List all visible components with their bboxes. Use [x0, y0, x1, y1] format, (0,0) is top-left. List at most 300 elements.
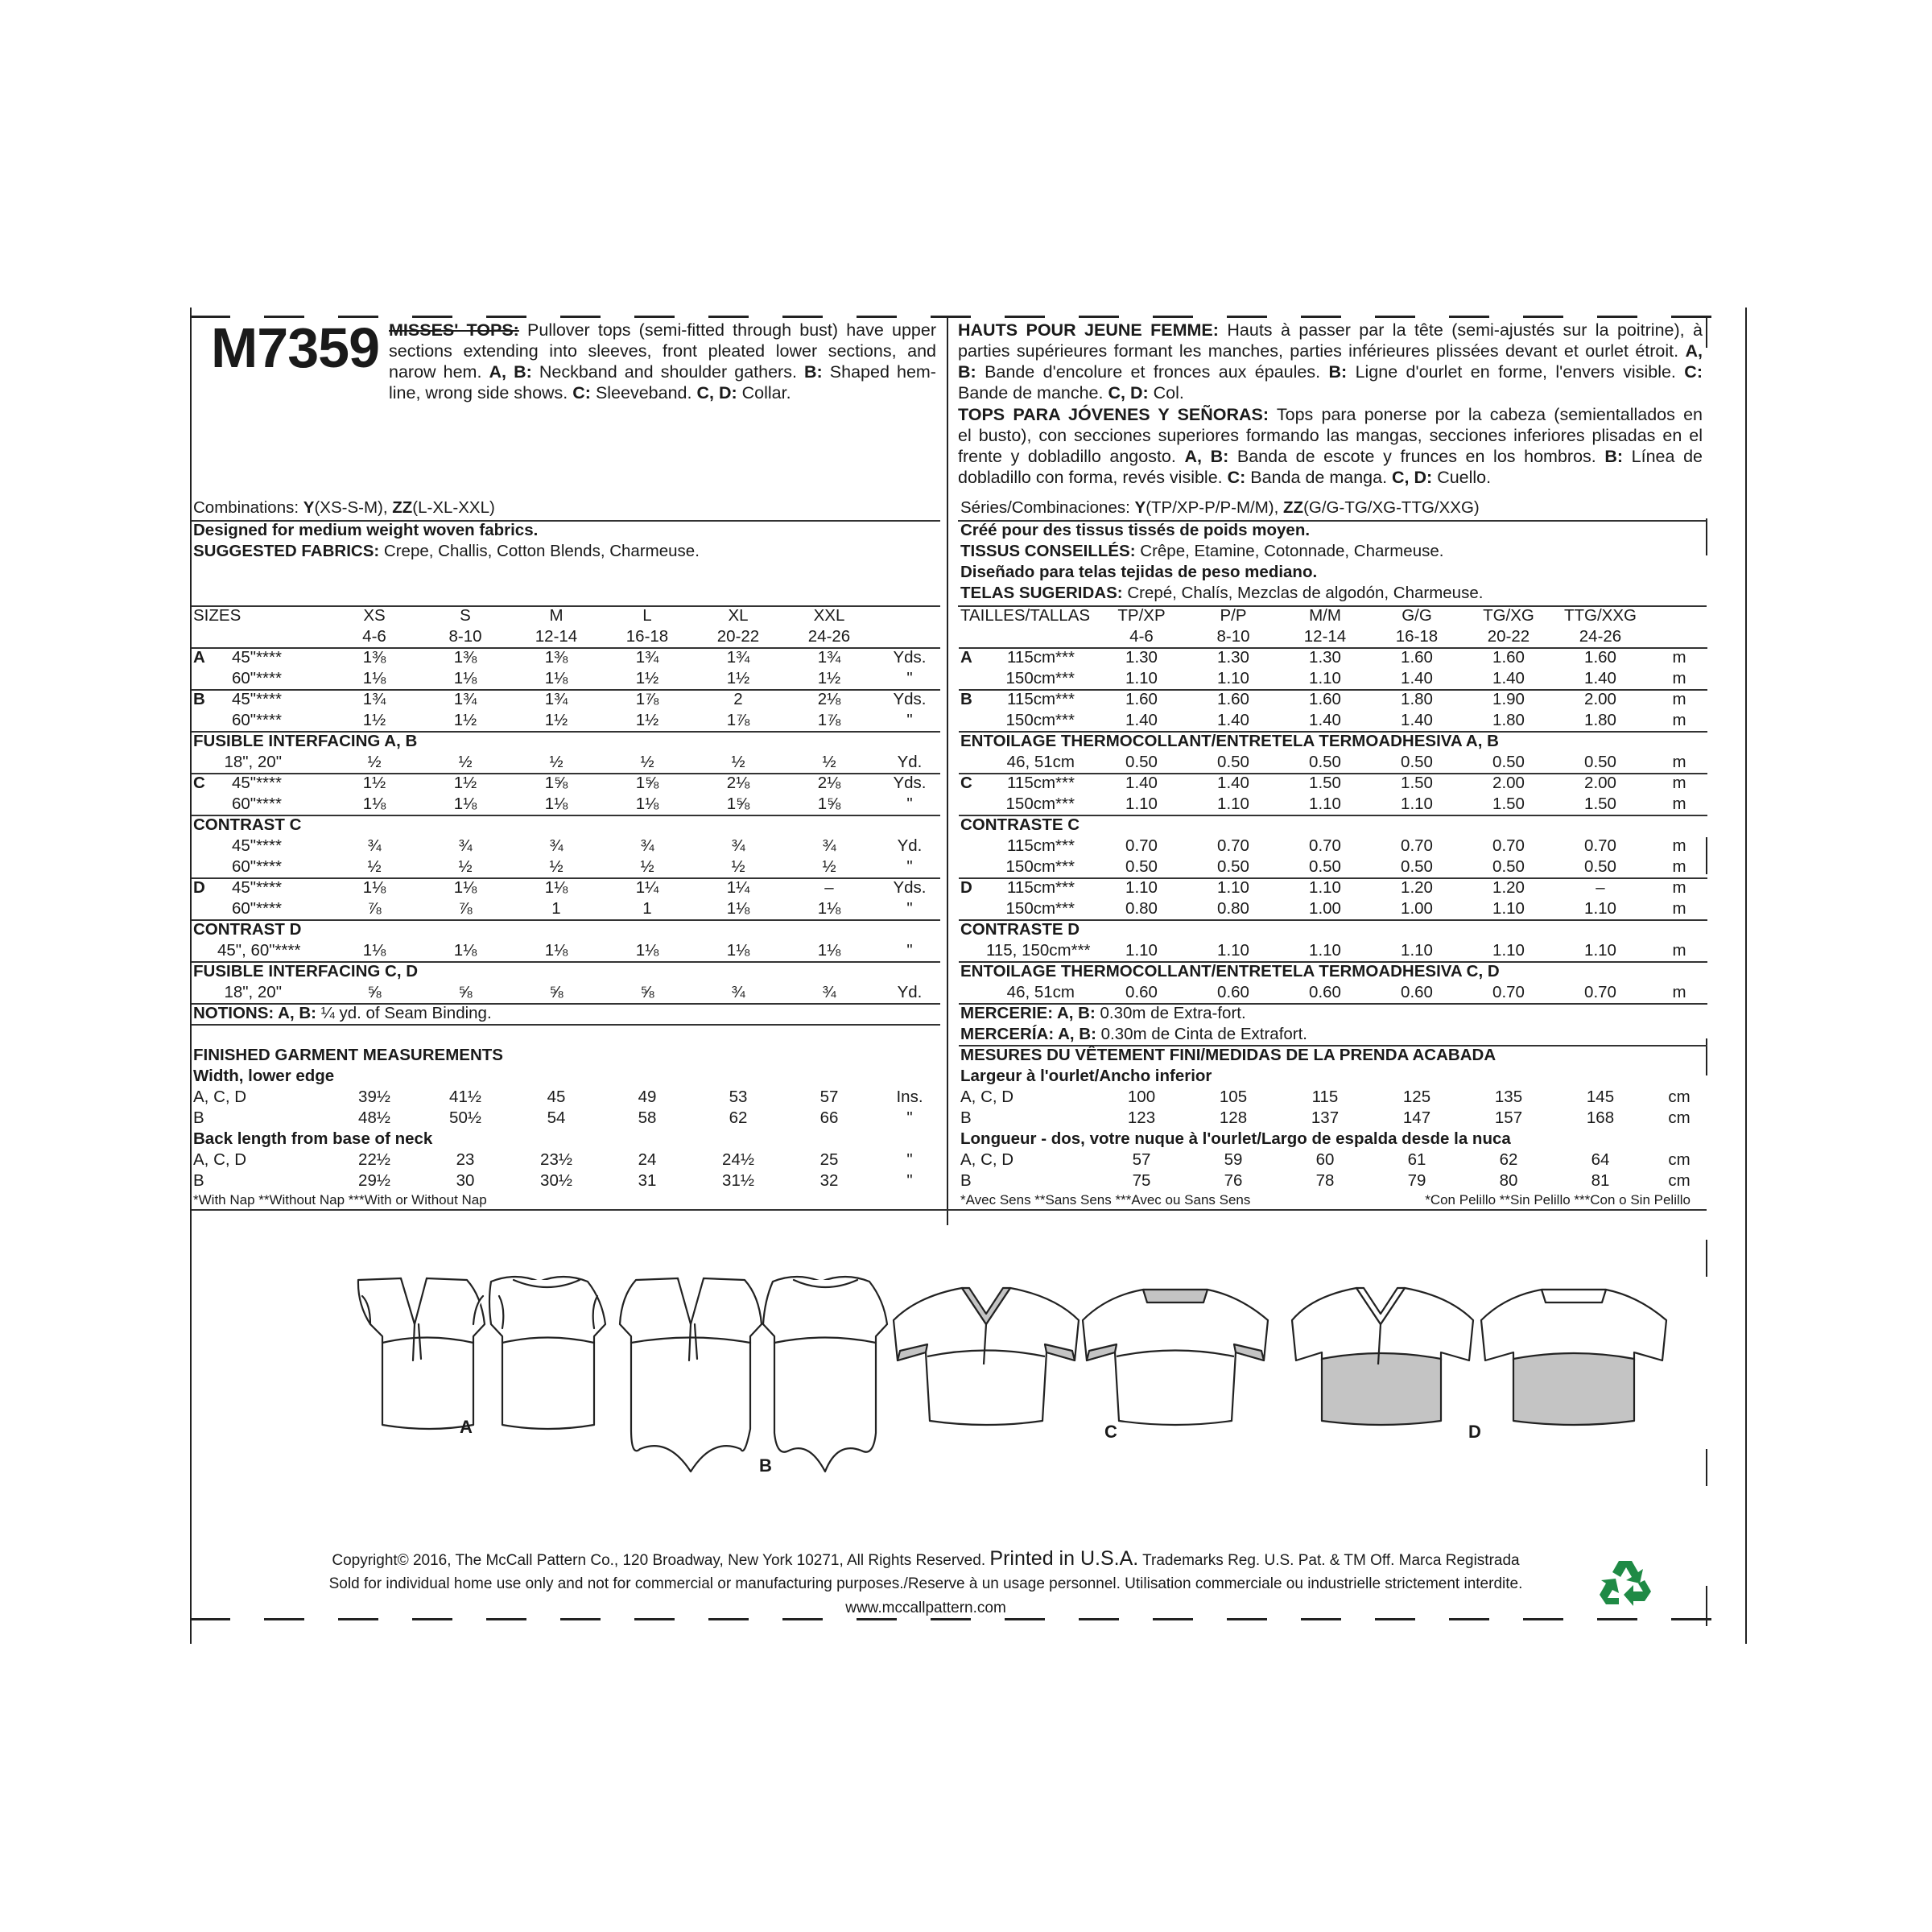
size-number: 4-6	[1129, 627, 1154, 646]
description-view-ref: A,	[1685, 341, 1703, 361]
cut-line-dash	[1301, 316, 1341, 318]
series-line	[960, 497, 1480, 518]
cut-line-dash	[1153, 316, 1193, 318]
yardage-value: ¾	[640, 836, 654, 855]
description-text: Bande d'encolure et fronces aux épaules.	[985, 362, 1321, 382]
divider	[192, 919, 940, 921]
yardage-value: 0.50	[1401, 857, 1433, 876]
size-number: 16-18	[625, 627, 669, 646]
yardage-value: 1⅛	[362, 669, 386, 687]
merceria-value: 0.30m de Cinta de Extrafort.	[1100, 1025, 1308, 1043]
cut-line-dash	[1227, 316, 1267, 318]
measurement-value: 135	[1494, 1088, 1523, 1106]
measurement-value: 76	[1224, 1171, 1243, 1190]
measurement-value: 31	[638, 1171, 657, 1190]
yardage-value: 2.00	[1584, 690, 1616, 708]
yardage-value: 0.80	[1125, 899, 1158, 918]
yardage-value: 1.40	[1401, 669, 1433, 687]
unit-label: Yds.	[893, 878, 927, 897]
yardage-value: ½	[458, 753, 473, 771]
yardage-value: 0.50	[1125, 753, 1158, 771]
yardage-value: 1.10	[1125, 669, 1158, 687]
right-margin-tick	[1706, 1449, 1707, 1486]
yardage-value: ⅞	[458, 899, 473, 918]
yardage-value: 2⅛	[817, 774, 841, 792]
measurement-value: 62	[729, 1108, 748, 1127]
tissus-label: TISSUS CONSEILLÉS:	[960, 542, 1136, 560]
size-name: XXL	[813, 606, 845, 625]
cut-line-dash	[560, 316, 601, 318]
yardage-value: 1¼	[635, 878, 659, 897]
view-b-front	[620, 1278, 762, 1472]
yardage-value: ¾	[549, 836, 564, 855]
description-text: Banda de escote y frunces en los hombros.	[1236, 447, 1596, 466]
measurement-value: 32	[819, 1171, 839, 1190]
unit-label: "	[906, 1150, 913, 1169]
description-view-ref: A, B:	[1184, 447, 1229, 466]
yardage-value: 1⅞	[726, 711, 750, 729]
yardage-value: 1.00	[1401, 899, 1433, 918]
yardage-value: 1.10	[1401, 941, 1433, 960]
yardage-value: 1⅝	[635, 774, 659, 792]
copyright-line	[193, 1548, 1658, 1571]
description-text: dobladillo con forma, revés visible.	[958, 468, 1223, 487]
fabric-width: 150cm***	[1005, 669, 1075, 687]
yardage-value: 2⅛	[726, 774, 750, 792]
unit-label: m	[1672, 836, 1686, 855]
measurement-value: 23	[456, 1150, 475, 1169]
view-d-front	[1292, 1288, 1473, 1425]
combination-sizes: (XS-S-M),	[314, 498, 388, 517]
yardage-value: ⅝	[458, 983, 473, 1001]
telas-sugeridas	[960, 583, 1483, 604]
measurement-value: 75	[1132, 1171, 1151, 1190]
yardage-value: 1⅛	[635, 941, 659, 960]
yardage-value: ½	[367, 753, 382, 771]
unit-label: m	[1672, 941, 1686, 960]
yardage-value: 1.30	[1309, 648, 1341, 667]
yardage-value: 0.50	[1584, 753, 1616, 771]
yardage-value: 0.60	[1309, 983, 1341, 1001]
unit-label: m	[1672, 711, 1686, 729]
measurement-value: 125	[1402, 1088, 1431, 1106]
unit-label: Yds.	[893, 774, 927, 792]
center-divider	[947, 316, 948, 1225]
measurement-value: 29½	[358, 1171, 390, 1190]
yardage-value: 1.60	[1309, 690, 1341, 708]
yardage-value: 1.10	[1125, 878, 1158, 897]
view-b-back	[763, 1277, 887, 1472]
measurement-value: 60	[1315, 1150, 1335, 1169]
yardage-value: 0.70	[1492, 983, 1525, 1001]
yardage-value: 1½	[726, 669, 750, 687]
measurement-value: 137	[1311, 1108, 1340, 1127]
measurement-value: 31½	[722, 1171, 754, 1190]
yardage-value: 0.70	[1217, 836, 1249, 855]
sizes-label: SIZES	[193, 606, 242, 625]
description-view-ref: C:	[572, 383, 591, 402]
copyright-text: Copyright© 2016, The McCall Pattern Co., 120 Broadway, New York 10271, All Rights Reserved.	[332, 1552, 986, 1569]
yardage-value: 1⅝	[817, 795, 841, 813]
yardage-value: ½	[367, 857, 382, 876]
yardage-value: 1¾	[362, 690, 386, 708]
view-label-b: B	[759, 1455, 772, 1476]
description-text: Sleeveband.	[595, 383, 692, 402]
measurement-value: 53	[729, 1088, 748, 1106]
measurement-value: 80	[1499, 1171, 1518, 1190]
measurement-value: 66	[819, 1108, 839, 1127]
combination-sizes: (G/G-TG/XG-TTG/XXG)	[1303, 498, 1480, 517]
merceria-label: MERCERÍA: A, B:	[960, 1025, 1101, 1043]
right-margin-tick	[1706, 1240, 1707, 1277]
description-view-ref: B:	[958, 362, 976, 382]
description-view-ref: A, B:	[489, 362, 532, 382]
view-letter: C	[193, 774, 205, 792]
description-text: Pullover tops (semi-fitted through bust) have upper	[527, 320, 936, 340]
measurement-value: 61	[1407, 1150, 1426, 1169]
unit-label: cm	[1668, 1171, 1690, 1190]
yardage-value: 1⅞	[635, 690, 659, 708]
view-letter: D	[193, 878, 205, 897]
description-view-ref: C:	[1684, 362, 1703, 382]
description-text: narow hem.	[389, 362, 482, 382]
view-letters: B	[193, 1108, 204, 1127]
description-text: Hauts à passer par la tête (semi-ajustés sur la poitrine), à	[1227, 320, 1703, 340]
yardage-value: ½	[640, 857, 654, 876]
yardage-value: 1⅛	[362, 878, 386, 897]
measurement-value: 147	[1402, 1108, 1431, 1127]
yardage-value: 1.10	[1309, 941, 1341, 960]
size-number: 8-10	[448, 627, 482, 646]
yardage-value: 0.60	[1217, 983, 1249, 1001]
description-text: frente y dobladillo angosto.	[958, 447, 1176, 466]
yardage-value: ½	[549, 753, 564, 771]
section-heading: CONTRASTE C	[960, 815, 1080, 834]
yardage-value: 1.10	[1217, 669, 1249, 687]
description-text: line, wrong side shows.	[389, 383, 568, 402]
yardage-value: 1.10	[1125, 795, 1158, 813]
yardage-value: 1¾	[726, 648, 750, 667]
yardage-value: 1⅛	[362, 795, 386, 813]
yardage-value: ½	[549, 857, 564, 876]
yardage-value: 1½	[817, 669, 841, 687]
section-heading: ENTOILAGE THERMOCOLLANT/ENTRETELA TERMOADHESIVA C, D	[960, 962, 1500, 980]
yardage-value: 1¾	[635, 648, 659, 667]
yardage-value: 1⅛	[544, 941, 568, 960]
unit-label: "	[906, 711, 913, 729]
yardage-value: 1.10	[1309, 795, 1341, 813]
yardage-value: 1.10	[1584, 899, 1616, 918]
cut-line-dash	[1671, 316, 1711, 318]
yardage-value: 0.50	[1125, 857, 1158, 876]
yardage-value: 2.00	[1492, 774, 1525, 792]
divider	[192, 1209, 1707, 1211]
yardage-value: ½	[731, 857, 745, 876]
yardage-value: 0.50	[1584, 857, 1616, 876]
unit-label: m	[1672, 899, 1686, 918]
view-a-back	[489, 1277, 605, 1429]
cut-line-dash	[782, 316, 823, 318]
merceria	[960, 1024, 1307, 1045]
unit-label: "	[906, 941, 913, 960]
yardage-value: 1½	[635, 669, 659, 687]
right-margin-tick	[1706, 316, 1707, 348]
website-link[interactable]: www.mccallpattern.com	[845, 1600, 1006, 1616]
yardage-value: 1	[551, 899, 561, 918]
yardage-value: ⅝	[367, 983, 382, 1001]
suggested-fabrics-value: Crepe, Challis, Cotton Blends, Charmeuse.	[383, 542, 700, 560]
description-view-ref: B:	[1604, 447, 1624, 466]
yardage-value: 1.10	[1492, 941, 1525, 960]
series-label: Séries/Combinaciones:	[960, 498, 1130, 517]
yardage-value: 1⅜	[362, 648, 386, 667]
back-length-heading: Longueur - dos, votre nuque à l'ourlet/Largo de espalda desde la nuca	[960, 1129, 1511, 1148]
yardage-value: ½	[731, 753, 745, 771]
unit-label: m	[1672, 753, 1686, 771]
yardage-value: 1.60	[1584, 648, 1616, 667]
combinations-label: Combinations:	[193, 498, 299, 517]
spanish-description	[958, 404, 1703, 488]
yardage-value: –	[1596, 878, 1605, 897]
fabric-width: 45"****	[232, 836, 282, 855]
measurement-value: 30½	[540, 1171, 572, 1190]
yardage-value: 1	[642, 899, 652, 918]
unit-label: cm	[1668, 1088, 1690, 1106]
yardage-value: –	[824, 878, 834, 897]
width-heading: Width, lower edge	[193, 1067, 335, 1085]
garment-illustrations	[306, 1264, 1674, 1489]
yardage-value: 1½	[362, 774, 386, 792]
cut-line-dash	[857, 316, 897, 318]
size-number: 12-14	[1303, 627, 1347, 646]
section-heading: CONTRAST D	[193, 920, 302, 939]
yardage-value: 0.70	[1125, 836, 1158, 855]
yardage-value: 1.50	[1492, 795, 1525, 813]
yardage-value: 1½	[635, 711, 659, 729]
notions-label: NOTIONS: A, B:	[193, 1004, 321, 1022]
measurement-value: 100	[1127, 1088, 1156, 1106]
disenado-note: Diseñado para telas tejidas de peso mediano.	[960, 563, 1318, 581]
measurement-value: 49	[638, 1088, 657, 1106]
cut-line-dash	[1079, 316, 1119, 318]
size-number: 20-22	[716, 627, 760, 646]
yardage-value: 1⅞	[817, 711, 841, 729]
finished-measurements-heading: FINISHED GARMENT MEASUREMENTS	[193, 1046, 503, 1064]
view-letters: A, C, D	[960, 1150, 1014, 1169]
measurement-value: 64	[1591, 1150, 1610, 1169]
fabric-width: 60"****	[232, 711, 282, 729]
description-view-ref: B:	[804, 362, 823, 382]
measurement-value: 145	[1586, 1088, 1615, 1106]
fabric-width: 60"****	[232, 857, 282, 876]
yardage-value: 1.80	[1401, 690, 1433, 708]
view-letters: B	[193, 1171, 204, 1190]
yardage-value: 2	[733, 690, 743, 708]
combination-code: Y	[303, 498, 315, 517]
right-margin-tick	[1706, 1038, 1707, 1075]
description-heading: HAUTS POUR JEUNE FEMME:	[958, 320, 1219, 340]
description-text: Ligne d'ourlet en forme, l'envers visible.	[1355, 362, 1676, 382]
yardage-value: 0.60	[1401, 983, 1433, 1001]
measurement-value: 58	[638, 1108, 657, 1127]
cut-line-dash	[708, 316, 749, 318]
fabric-width: 46, 51cm	[1006, 753, 1075, 771]
designed-for-note: Designed for medium weight woven fabrics.	[193, 521, 539, 539]
telas-value: Crepé, Chalís, Mezclas de algodón, Charmeuse.	[1127, 584, 1484, 602]
fabric-width: 150cm***	[1005, 795, 1075, 813]
combination-sizes: (L-XL-XXL)	[412, 498, 495, 517]
yardage-value: 1.40	[1492, 669, 1525, 687]
size-number: 8-10	[1216, 627, 1250, 646]
measurement-value: 50½	[449, 1108, 481, 1127]
cut-line-dash	[1671, 1618, 1711, 1620]
yardage-value: 1½	[453, 711, 477, 729]
fabric-width: 18", 20"	[224, 983, 282, 1001]
unit-label: Yds.	[893, 690, 927, 708]
view-letters: A, C, D	[193, 1088, 247, 1106]
yardage-value: 0.50	[1217, 857, 1249, 876]
unit-label: "	[906, 1108, 913, 1127]
size-name: M	[549, 606, 564, 625]
yardage-value: 0.80	[1217, 899, 1249, 918]
yardage-value: 0.70	[1584, 983, 1616, 1001]
size-number: 24-26	[807, 627, 851, 646]
combination-code: ZZ	[1283, 498, 1304, 517]
usage-notice: Sold for individual home use only and not for commercial or manufacturing purposes./Reserve à un usage personnel. Utilisation commerciale ou industrielle strictement interdite.	[328, 1575, 1523, 1592]
fabric-width: 115cm***	[1007, 878, 1075, 897]
yardage-value: 0.50	[1401, 753, 1433, 771]
yardage-value: 0.70	[1492, 836, 1525, 855]
fabric-width: 45"****	[232, 690, 282, 708]
yardage-value: 1.90	[1492, 690, 1525, 708]
pattern-number: M7359	[211, 316, 380, 379]
mercerie-value: 0.30m de Extra-fort.	[1100, 1004, 1246, 1022]
description-view-ref: C, D:	[1108, 383, 1149, 402]
yardage-value: ¾	[367, 836, 382, 855]
mercerie	[960, 1003, 1246, 1024]
description-view-ref: B:	[1328, 362, 1348, 382]
yardage-value: 0.70	[1401, 836, 1433, 855]
finished-measurements-heading: MESURES DU VÊTEMENT FINI/MEDIDAS DE LA PRENDA ACABADA	[960, 1046, 1496, 1064]
left-border	[190, 308, 192, 1644]
yardage-value: 1.10	[1309, 669, 1341, 687]
fabric-width: 150cm***	[1005, 857, 1075, 876]
yardage-value: 1⅜	[453, 648, 477, 667]
view-letters: A, C, D	[193, 1150, 247, 1169]
recycle-icon	[1596, 1558, 1654, 1609]
measurement-value: 25	[819, 1150, 839, 1169]
size-name: XS	[363, 606, 386, 625]
yardage-value: 1.20	[1492, 878, 1525, 897]
yardage-value: 1.40	[1125, 711, 1158, 729]
view-letter: B	[960, 690, 972, 708]
unit-label: m	[1672, 648, 1686, 667]
size-name: L	[642, 606, 652, 625]
yardage-value: 1⅜	[544, 648, 568, 667]
yardage-value: 1⅝	[544, 774, 568, 792]
divider	[192, 815, 940, 816]
fabric-width: 45", 60"****	[217, 941, 301, 960]
size-number: 12-14	[535, 627, 578, 646]
fabric-width: 46, 51cm	[1006, 983, 1075, 1001]
unit-label: Yd.	[897, 983, 923, 1001]
yardage-value: ¾	[822, 836, 836, 855]
description-heading: MISSES' TOPS:	[389, 320, 519, 340]
yardage-value: 1¾	[544, 690, 568, 708]
description-text: Banda de manga.	[1250, 468, 1388, 487]
yardage-value: 1.40	[1217, 711, 1249, 729]
tissus-conseilles	[960, 541, 1443, 562]
yardage-value: 0.70	[1584, 836, 1616, 855]
yardage-value: ⅞	[367, 899, 382, 918]
view-label-a: A	[460, 1417, 473, 1437]
yardage-value: 1⅝	[726, 795, 750, 813]
sizes-label: TAILLES/TALLAS	[960, 606, 1091, 625]
measurement-value: 24	[638, 1150, 657, 1169]
cut-line-dash	[412, 316, 452, 318]
description-heading: TOPS PARA JÓVENES Y SEÑORAS:	[958, 405, 1269, 424]
fabric-width: 60"****	[232, 795, 282, 813]
trademarks-text: Trademarks Reg. U.S. Pat. & TM Off. Marca Registrada	[1142, 1552, 1520, 1569]
combinations-line	[193, 497, 495, 518]
yardage-value: 1⅛	[635, 795, 659, 813]
yardage-value: ⅝	[640, 983, 654, 1001]
yardage-value: 1¼	[726, 878, 750, 897]
fabric-width: 60"****	[232, 669, 282, 687]
yardage-value: 0.50	[1217, 753, 1249, 771]
view-letters: A, C, D	[960, 1088, 1014, 1106]
description-text: Cuello.	[1437, 468, 1492, 487]
view-c-back	[1083, 1290, 1268, 1425]
measurement-value: 39½	[358, 1088, 390, 1106]
size-name: G/G	[1402, 606, 1432, 625]
yardage-value: 1.50	[1401, 774, 1433, 792]
notions	[193, 1003, 492, 1024]
yardage-value: 1⅛	[453, 941, 477, 960]
fabric-width: 45"****	[232, 774, 282, 792]
fabric-width: 115cm***	[1007, 690, 1075, 708]
size-number: 4-6	[362, 627, 386, 646]
cut-line-dash	[1449, 316, 1489, 318]
tissus-value: Crêpe, Etamine, Cotonnade, Charmeuse.	[1140, 542, 1444, 560]
yardage-value: 1.40	[1309, 711, 1341, 729]
fabric-width: 115cm***	[1007, 836, 1075, 855]
measurement-value: 123	[1127, 1108, 1156, 1127]
description-text: Collar.	[741, 383, 791, 402]
suggested-fabrics-label: SUGGESTED FABRICS:	[193, 542, 380, 560]
unit-label: Yd.	[897, 836, 923, 855]
measurement-value: 105	[1219, 1088, 1248, 1106]
yardage-value: 2⅛	[817, 690, 841, 708]
fabric-width: 18", 20"	[224, 753, 282, 771]
view-label-c: C	[1104, 1422, 1117, 1442]
view-letter: B	[193, 690, 205, 708]
width-heading: Largeur à l'ourlet/Ancho inferior	[960, 1067, 1212, 1085]
yardage-value: 0.50	[1309, 857, 1341, 876]
back-length-heading: Back length from base of neck	[193, 1129, 433, 1148]
footnote: *With Nap **Without Nap ***With or Without Nap	[193, 1192, 487, 1208]
yardage-value: 1½	[544, 711, 568, 729]
yardage-value: 1.40	[1401, 711, 1433, 729]
view-a-front	[358, 1278, 485, 1429]
measurement-value: 57	[1132, 1150, 1151, 1169]
yardage-value: 1.10	[1125, 941, 1158, 960]
yardage-value: 0.50	[1492, 753, 1525, 771]
yardage-value: 1⅛	[453, 669, 477, 687]
unit-label: cm	[1668, 1150, 1690, 1169]
view-c-front	[894, 1288, 1079, 1425]
french-description	[958, 320, 1703, 403]
